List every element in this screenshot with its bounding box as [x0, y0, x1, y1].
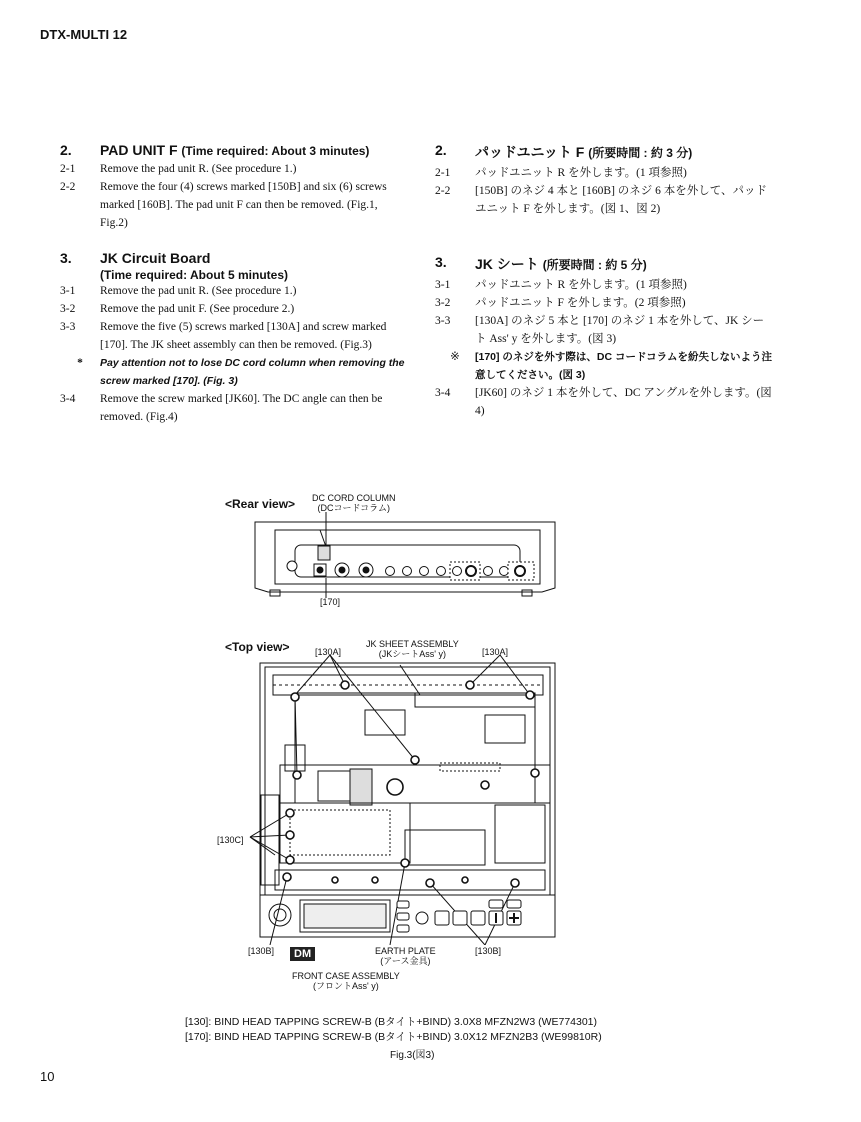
front-case-assembly-label	[292, 971, 400, 991]
japanese-column	[435, 142, 775, 420]
step-text: パッドユニット F を外します。(2 項参照)	[475, 297, 686, 309]
screw-170-spec: [170]: BIND HEAD TAPPING SCREW-B (Bタイト+BIND) 3.0X12 MFZN2B3 (WE99810R)	[185, 1031, 602, 1043]
step-number: 3-4	[60, 393, 76, 405]
step-text: Remove the four (4) screws marked [150B] and six (6) screws marked [160B]. The pad unit F can then be removed. (Fig.1, Fig.2)	[100, 181, 387, 229]
earth-plate-label	[375, 946, 436, 966]
step-text: Remove the pad unit R. (See procedure 1.)	[100, 285, 297, 297]
step-number: 3-1	[60, 285, 76, 297]
section-title: JK Circuit Board	[100, 250, 211, 266]
screw-130b-left-label: [130B]	[248, 946, 275, 956]
section-time: (Time required: About 5 minutes)	[100, 268, 289, 282]
section-3-heading	[60, 250, 405, 266]
step-2-1-jp	[435, 164, 775, 182]
step-2-1	[60, 160, 405, 178]
step-number: 3-2	[60, 303, 76, 315]
jk-sheet-text: JK SHEET ASSEMBLY	[366, 639, 459, 649]
step-number: 2-1	[435, 167, 451, 179]
step-text: [JK60] のネジ 1 本を外して、DC アングルを外します。(図 4)	[475, 387, 772, 417]
caution-note-jp	[435, 348, 775, 384]
step-3-2	[60, 300, 405, 318]
step-number: 3-3	[60, 321, 76, 333]
step-number: 3-2	[435, 297, 451, 309]
note-text: Pay attention not to lose DC cord column when removing the screw marked [170]. (Fig. 3)	[100, 357, 405, 387]
step-text: パッドユニット R を外します。(1 項参照)	[475, 167, 687, 179]
step-2-2	[60, 178, 405, 232]
step-text: パッドユニット R を外します。(1 項参照)	[475, 279, 687, 291]
step-3-4-jp	[435, 384, 775, 420]
section-title: パッドユニット F	[475, 144, 585, 160]
front-case-text: FRONT CASE ASSEMBLY	[292, 971, 400, 981]
screw-130c-label: [130C]	[217, 835, 244, 845]
page-number: 10	[40, 1069, 55, 1084]
section-time: (所要時間 : 約 5 分)	[542, 258, 647, 272]
section-title: JK シート	[475, 256, 539, 272]
section-number: 3.	[60, 250, 72, 266]
step-number: 2-2	[60, 181, 76, 193]
step-text: Remove the pad unit F. (See procedure 2.)	[100, 303, 295, 315]
screw-list	[185, 1015, 602, 1045]
screw-130a-right-label: [130A]	[482, 647, 509, 657]
section-number: 2.	[435, 142, 447, 158]
step-3-4	[60, 390, 405, 426]
english-column	[60, 142, 405, 426]
rear-view-label: <Rear view>	[225, 497, 296, 511]
step-number: 3-3	[435, 315, 451, 327]
earth-plate-jp-text: (アース金具)	[380, 956, 431, 966]
section-2-heading-jp	[435, 142, 775, 162]
caution-note	[60, 354, 405, 390]
dc-cord-column-text: DC CORD COLUMN	[312, 493, 396, 503]
section-number: 3.	[435, 254, 447, 270]
dc-cord-column-jp-text: (DCコードコラム)	[317, 503, 391, 513]
screw-130-spec: [130]: BIND HEAD TAPPING SCREW-B (Bタイト+BIND) 3.0X8 MFZN2W3 (WE774301)	[185, 1016, 598, 1028]
step-3-2-jp	[435, 294, 775, 312]
note-marker: *	[77, 357, 83, 369]
step-text: [150B] のネジ 4 本と [160B] のネジ 6 本を外して、パッドユニット F を外します。(図 1、図 2)	[475, 185, 768, 215]
top-view-label: <Top view>	[225, 640, 290, 654]
section-2-heading	[60, 142, 405, 158]
section-title: PAD UNIT F	[100, 142, 178, 158]
step-3-3	[60, 318, 405, 354]
section-time: (所要時間 : 約 3 分)	[588, 146, 693, 160]
jk-sheet-jp-text: (JKシートAss' y)	[378, 649, 446, 659]
step-text: Remove the five (5) screws marked [130A] and screw marked [170]. The JK sheet assembly can then be removed. (Fig.3)	[100, 321, 387, 351]
dm-logo: DM	[290, 947, 315, 961]
step-number: 2-2	[435, 185, 451, 197]
rear-view-diagram	[250, 510, 560, 600]
screw-170-label: [170]	[320, 597, 341, 607]
document-header-title: DTX-MULTI 12	[40, 27, 128, 42]
screw-130b-right-label: [130B]	[475, 946, 502, 956]
step-3-1	[60, 282, 405, 300]
step-text: [130A] のネジ 5 本と [170] のネジ 1 本を外して、JK シート Ass' y を外します。(図 3)	[475, 315, 765, 345]
section-number: 2.	[60, 142, 72, 158]
front-case-jp-text: (フロントAss' y)	[312, 981, 379, 991]
note-text: [170] のネジを外す際は、DC コードコラムを紛失しないよう注意してください。(図 3)	[475, 351, 772, 381]
figure-caption: Fig.3(図3)	[390, 1050, 435, 1061]
step-text: Remove the pad unit R. (See procedure 1.)	[100, 163, 297, 175]
section-3-heading-jp	[435, 254, 775, 274]
step-3-3-jp	[435, 312, 775, 348]
step-2-2-jp	[435, 182, 775, 218]
step-number: 2-1	[60, 163, 76, 175]
top-view-diagram	[215, 655, 560, 945]
screw-130a-left-label: [130A]	[315, 647, 342, 657]
section-time: (Time required: About 3 minutes)	[181, 144, 370, 158]
step-number: 3-4	[435, 387, 451, 399]
note-marker: ※	[450, 351, 460, 363]
step-number: 3-1	[435, 279, 451, 291]
earth-plate-text: EARTH PLATE	[375, 946, 436, 956]
step-text: Remove the screw marked [JK60]. The DC angle can then be removed. (Fig.4)	[100, 393, 383, 423]
step-3-1-jp	[435, 276, 775, 294]
